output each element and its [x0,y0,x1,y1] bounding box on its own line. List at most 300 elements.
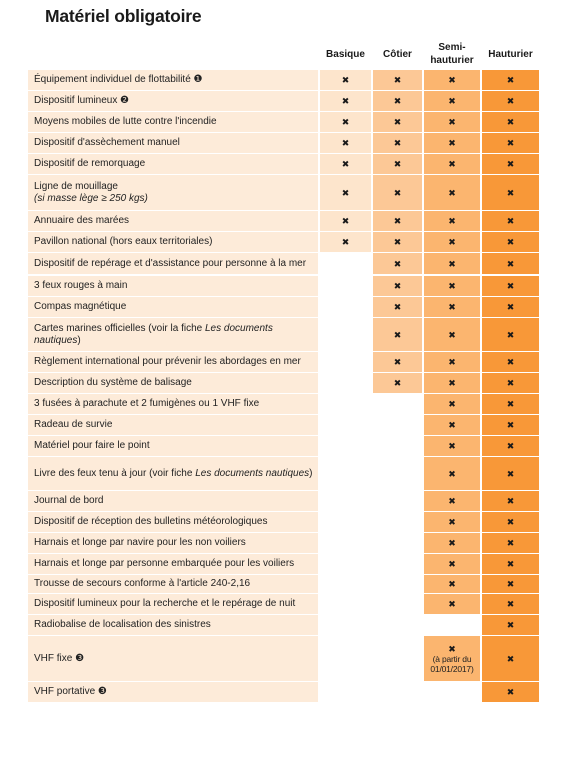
cell-cotier [373,457,422,490]
cell-semi-hauturier [424,575,480,593]
equipment-name: Dispositif lumineux pour la recherche et le repérage de nuit [34,598,296,609]
required-mark: ✖ [506,579,515,589]
required-mark: ✖ [506,159,515,169]
cell-hauturier [482,575,539,593]
cell-basique [320,575,371,593]
required-mark: ✖ [506,496,515,506]
equipment-name: Radeau de survie [34,419,113,430]
equipment-label-text [34,323,318,347]
equipment-label [28,394,318,414]
required-mark: ✖ [448,420,456,430]
cell-cotier [373,70,422,90]
table-row [0,373,575,393]
required-mark: ✖ [506,281,515,291]
required-mark: ✖ [448,468,456,479]
required-mark: ✖ [393,216,402,226]
required-mark: ✖ [448,138,456,148]
required-mark: ✖ [506,538,515,548]
equipment-label-text [34,598,295,610]
cell-cotier [373,232,422,252]
cell-basique [320,232,371,252]
equipment-label-text [34,215,129,227]
column-header-label: Côtier [383,48,412,60]
cell-semi-hauturier [424,133,480,153]
required-mark: ✖ [506,599,515,609]
cell-semi-hauturier [424,636,480,681]
required-mark: ✖ [448,281,456,291]
cell-hauturier [482,318,539,351]
cell-basique [320,276,371,296]
equipment-label [28,415,318,435]
cell-hauturier [482,682,539,702]
equipment-name: VHF portative ❸ [34,686,107,697]
required-mark: ✖ [506,441,515,451]
required-mark: ✖ [506,96,515,106]
required-mark: ✖ [506,653,515,664]
cell-cotier [373,615,422,635]
required-mark: ✖ [448,517,456,527]
equipment-label [28,318,318,351]
equipment-note-close: ) [77,334,81,346]
required-mark: ✖ [506,138,515,148]
required-mark: ✖ [393,117,402,127]
cell-semi-hauturier [424,457,480,490]
equipment-note: Les documents nautiques [34,322,273,346]
cell-cotier [373,133,422,153]
required-mark: ✖ [448,237,456,247]
cell-semi-hauturier [424,415,480,435]
equipment-label-text [34,116,217,128]
cell-semi-hauturier [424,211,480,231]
cell-hauturier [482,615,539,635]
required-mark: ✖ [506,620,515,630]
required-mark: ✖ [393,75,402,85]
required-mark: ✖ [506,559,515,569]
table-row [0,575,575,593]
equipment-name: Harnais et longe par navire pour les non voiliers [34,537,246,548]
equipment-label [28,352,318,372]
required-mark: ✖ [393,187,402,198]
table-row [0,512,575,532]
equipment-label-text [34,301,126,313]
required-mark: ✖ [448,75,456,85]
cell-cotier [373,636,422,681]
required-mark: ✖ [448,302,456,312]
equipment-label [28,436,318,456]
cell-hauturier [482,232,539,252]
cell-basique [320,154,371,174]
cell-hauturier [482,297,539,317]
equipment-label-text [34,181,148,205]
table-row [0,594,575,614]
table-row [0,352,575,372]
equipment-label-text [34,495,104,507]
equipment-label [28,133,318,153]
cell-basique [320,133,371,153]
cell-basique [320,211,371,231]
table-row [0,154,575,174]
required-mark: ✖ [448,643,456,654]
required-mark: ✖ [341,75,350,85]
cell-basique [320,533,371,553]
cell-semi-hauturier [424,232,480,252]
equipment-name: Cartes marines officielles (voir la fiche [34,322,205,334]
cell-cotier [373,112,422,132]
equipment-label-text [34,356,301,368]
equipment-note: (si masse lège ≥ 250 kgs) [34,192,148,204]
required-mark: ✖ [341,138,350,148]
required-mark: ✖ [506,258,515,269]
equipment-note: Les documents nautiques [195,467,310,479]
cell-basique [320,91,371,111]
cell-semi-hauturier [424,533,480,553]
cell-cotier [373,491,422,511]
cell-semi-hauturier [424,615,480,635]
equipment-label [28,211,318,231]
equipment-label [28,112,318,132]
cell-hauturier [482,253,539,274]
cell-basique [320,615,371,635]
cell-cotier [373,276,422,296]
equipment-label [28,457,318,490]
required-mark: ✖ [393,237,402,247]
cell-hauturier [482,554,539,574]
equipment-name: Livre des feux tenu à jour (voir fiche [34,467,196,479]
cell-cotier [373,352,422,372]
equipment-note-close: ) [309,467,313,479]
cell-cotier [373,554,422,574]
table-row [0,554,575,574]
required-mark: ✖ [448,599,456,609]
required-mark: ✖ [448,496,456,506]
cell-basique [320,512,371,532]
equipment-label-text [34,419,112,431]
required-mark: ✖ [506,357,515,367]
equipment-label [28,175,318,210]
required-mark: ✖ [506,420,515,430]
cell-hauturier [482,133,539,153]
required-mark: ✖ [448,378,456,388]
required-mark: ✖ [448,96,456,106]
equipment-label-text [34,398,259,410]
equipment-label [28,276,318,296]
equipment-label-text [34,280,127,292]
cell-basique [320,491,371,511]
cell-cotier [373,318,422,351]
cell-hauturier [482,512,539,532]
equipment-label [28,615,318,635]
cell-hauturier [482,352,539,372]
cell-basique [320,682,371,702]
equipment-name: Ligne de mouillage [34,180,118,192]
cell-cotier [373,373,422,393]
equipment-label-text [34,537,246,549]
table-row [0,133,575,153]
cell-basique [320,352,371,372]
equipment-label-text [34,236,212,248]
equipment-name: Dispositif de remorquage [34,158,146,169]
table-row [0,112,575,132]
cell-semi-hauturier [424,491,480,511]
required-mark: ✖ [506,187,515,198]
cell-hauturier [482,112,539,132]
cell-hauturier [482,415,539,435]
equipment-name: Annuaire des marées [34,215,130,226]
equipment-name: Compas magnétique [34,301,127,312]
cell-cotier [373,682,422,702]
equipment-label [28,682,318,702]
cell-hauturier [482,594,539,614]
table-row [0,415,575,435]
cell-cotier [373,253,422,274]
required-mark: ✖ [448,538,456,548]
required-mark: ✖ [393,258,402,269]
equipment-label-text [34,95,129,107]
equipment-name: Description du système de balisage [34,377,192,388]
equipment-name: VHF fixe ❸ [34,652,85,664]
required-mark: ✖ [506,399,515,409]
cell-hauturier [482,394,539,414]
table-row [0,276,575,296]
cell-basique [320,253,371,274]
cell-basique [320,297,371,317]
cell-semi-hauturier [424,682,480,702]
required-mark: ✖ [448,357,456,367]
cell-cotier [373,394,422,414]
cell-basique [320,554,371,574]
equipment-label [28,636,318,681]
cell-semi-hauturier [424,154,480,174]
cell-semi-hauturier [424,394,480,414]
cell-semi-hauturier [424,318,480,351]
cell-cotier [373,211,422,231]
equipment-name: Trousse de secours conforme à l'article 240-2,16 [34,578,251,589]
equipment-label-text [34,137,180,149]
cell-hauturier [482,533,539,553]
equipment-name: Harnais et longe par personne embarquée pour les voiliers [34,558,295,569]
equipment-label-text [34,686,107,698]
equipment-label-text [34,558,294,570]
column-header-basique [320,38,371,70]
required-mark: ✖ [448,216,456,226]
equipment-name: Journal de bord [34,495,104,506]
equipment-name: 3 fusées à parachute et 2 fumigènes ou 1 VHF fixe [34,398,260,409]
table-row [0,70,575,90]
required-mark: ✖ [393,357,402,367]
equipment-name: Dispositif de repérage et d'assistance pour personne à la mer [34,257,307,269]
required-mark: ✖ [393,302,402,312]
column-header-hauturier [482,38,539,70]
required-mark: ✖ [393,281,402,291]
equipment-name: Dispositif de réception des bulletins météorologiques [34,516,268,527]
required-mark: ✖ [506,75,515,85]
page-title: Matériel obligatoire [45,6,202,26]
cell-cotier [373,512,422,532]
required-mark: ✖ [393,138,402,148]
cell-hauturier [482,457,539,490]
cell-semi-hauturier [424,112,480,132]
cell-basique [320,436,371,456]
cell-semi-hauturier [424,91,480,111]
required-mark: ✖ [393,378,402,388]
equipment-label [28,70,318,90]
equipment-label-text [34,516,267,528]
table-row [0,682,575,702]
equipment-name: Dispositif d'assèchement manuel [34,137,180,148]
cell-cotier [373,175,422,210]
cell-semi-hauturier [424,373,480,393]
required-mark: ✖ [448,579,456,589]
required-mark: ✖ [506,517,515,527]
cell-semi-hauturier [424,253,480,274]
equipment-label [28,297,318,317]
equipment-label [28,232,318,252]
required-mark: ✖ [506,468,515,479]
table-row [0,253,575,274]
required-mark: ✖ [448,559,456,569]
equipment-name: Dispositif lumineux ❷ [34,95,130,106]
table-row [0,533,575,553]
table-row [0,175,575,210]
cell-semi-hauturier [424,512,480,532]
cell-cotier [373,575,422,593]
required-mark: ✖ [506,302,515,312]
equipment-label [28,253,318,274]
cell-hauturier [482,211,539,231]
table-row [0,636,575,681]
cell-cotier [373,297,422,317]
cell-basique [320,594,371,614]
required-mark: ✖ [448,258,456,269]
equipment-label-text [34,653,84,665]
equipment-label [28,154,318,174]
cell-cotier [373,415,422,435]
equipment-label [28,373,318,393]
equipment-label-text [34,440,150,452]
required-mark: ✖ [341,237,350,247]
cell-hauturier [482,91,539,111]
table-row [0,318,575,351]
equipment-label-text [34,468,313,480]
required-mark: ✖ [448,399,456,409]
table-row [0,615,575,635]
table-row [0,297,575,317]
equipment-name: Matériel pour faire le point [34,440,150,451]
equipment-label-text [34,158,145,170]
required-mark: ✖ [448,329,456,340]
cell-semi-hauturier [424,297,480,317]
cell-basique [320,373,371,393]
cell-hauturier [482,491,539,511]
cell-semi-hauturier [424,554,480,574]
cell-basique [320,636,371,681]
cell-basique [320,70,371,90]
required-mark: ✖ [506,329,515,340]
required-mark: ✖ [341,159,350,169]
equipment-name: Équipement individuel de flottabilité ❶ [34,74,203,85]
cell-cotier [373,154,422,174]
required-mark: ✖ [393,159,402,169]
cell-cotier [373,533,422,553]
required-mark: ✖ [341,117,350,127]
required-mark: ✖ [448,117,456,127]
equipment-label-text [34,619,211,631]
cell-hauturier [482,373,539,393]
required-mark: ✖ [341,216,350,226]
required-mark: ✖ [506,687,515,697]
equipment-name: 3 feux rouges à main [34,280,128,291]
equipment-label [28,594,318,614]
equipment-label [28,491,318,511]
column-header-label: Basique [326,48,365,60]
required-mark: ✖ [448,441,456,451]
equipment-name: Pavillon national (hors eaux territoriales) [34,236,213,247]
cell-basique [320,112,371,132]
column-header-line: Semi- [438,42,466,53]
required-mark: ✖ [448,159,456,169]
required-mark: ✖ [506,237,515,247]
cell-hauturier [482,436,539,456]
cell-basique [320,457,371,490]
cell-cotier [373,91,422,111]
column-header-semi-hauturier [424,38,480,70]
table-row [0,436,575,456]
column-header-label: Hauturier [488,48,533,60]
cell-hauturier [482,276,539,296]
equipment-label-text [34,258,306,270]
cell-basique [320,394,371,414]
required-mark: ✖ [506,216,515,226]
cell-semi-hauturier [424,594,480,614]
cell-hauturier [482,636,539,681]
table-row [0,491,575,511]
required-mark: ✖ [341,187,350,198]
table-row [0,211,575,231]
equipment-label-text [34,578,250,590]
required-mark: ✖ [506,378,515,388]
column-header-line: hauturier [430,55,474,66]
cell-semi-hauturier [424,175,480,210]
cell-hauturier [482,154,539,174]
cell-basique [320,318,371,351]
equipment-label [28,533,318,553]
cell-basique [320,175,371,210]
equipment-label [28,512,318,532]
equipment-label-text [34,74,203,86]
required-mark: ✖ [341,96,350,106]
equipment-label [28,554,318,574]
cell-hauturier [482,70,539,90]
cell-hauturier [482,175,539,210]
equipment-name: Radiobalise de localisation des sinistres [34,619,211,630]
table-row [0,232,575,252]
cell-basique [320,415,371,435]
cell-semi-hauturier [424,276,480,296]
date-note: (à partir du 01/01/2017) [430,653,474,674]
column-header-label [430,41,473,67]
cell-semi-hauturier [424,352,480,372]
equipment-name: Moyens mobiles de lutte contre l'incendie [34,116,217,127]
equipment-label [28,91,318,111]
required-mark: ✖ [506,117,515,127]
cell-cotier [373,594,422,614]
required-mark: ✖ [393,96,402,106]
table-row [0,91,575,111]
equipment-label-text [34,377,192,389]
equipment-label [28,575,318,593]
cell-semi-hauturier [424,70,480,90]
cell-semi-hauturier [424,436,480,456]
